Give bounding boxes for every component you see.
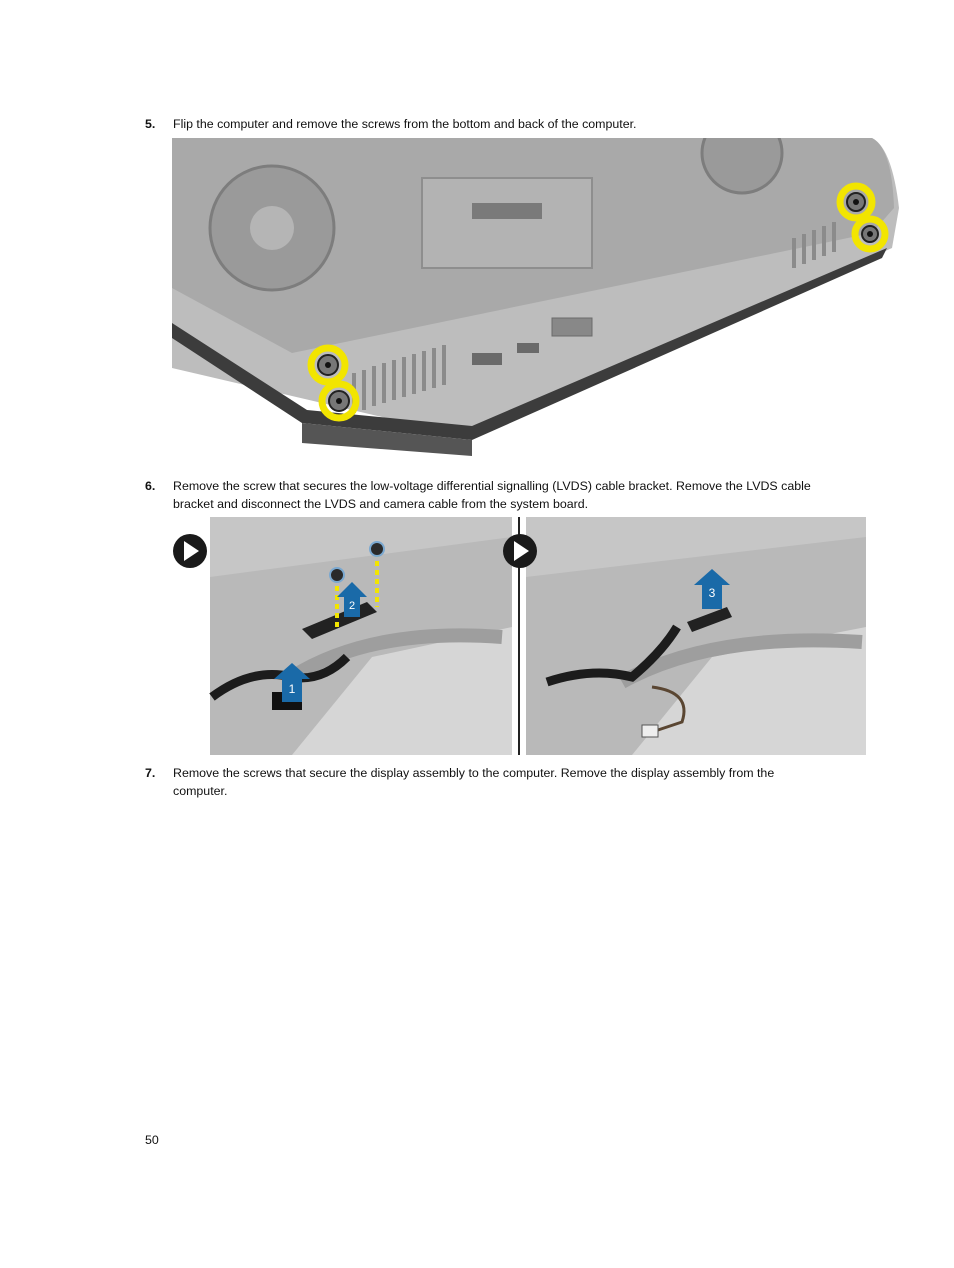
- screw-icon: [370, 542, 384, 556]
- figure-laptop-bottom: [172, 138, 899, 456]
- lvds-illustration: [172, 517, 866, 755]
- page-number: 50: [145, 1133, 159, 1147]
- step-number: 7.: [145, 766, 156, 780]
- step-text: Flip the computer and remove the screws from the bottom and back of the computer.: [173, 117, 637, 131]
- play-icon: [173, 534, 207, 568]
- callout-number: 2: [348, 600, 356, 612]
- callout-number: 1: [288, 682, 296, 696]
- step-number: 6.: [145, 479, 156, 493]
- laptop-bottom-illustration: [172, 138, 899, 456]
- play-icon: [503, 534, 537, 568]
- step-number: 5.: [145, 117, 156, 131]
- callout-number: 3: [708, 586, 716, 600]
- figure-lvds-sequence: [172, 517, 866, 755]
- screw-icon: [330, 568, 344, 582]
- step-text: Remove the screw that secures the low-voltage differential signalling (LVDS) cable bracket. Remove the LVDS cable bracket and disconnect the LVDS and camera cable from the system board.: [173, 479, 811, 511]
- step-text: Remove the screws that secure the display assembly to the computer. Remove the display assembly from the computer.: [173, 766, 775, 798]
